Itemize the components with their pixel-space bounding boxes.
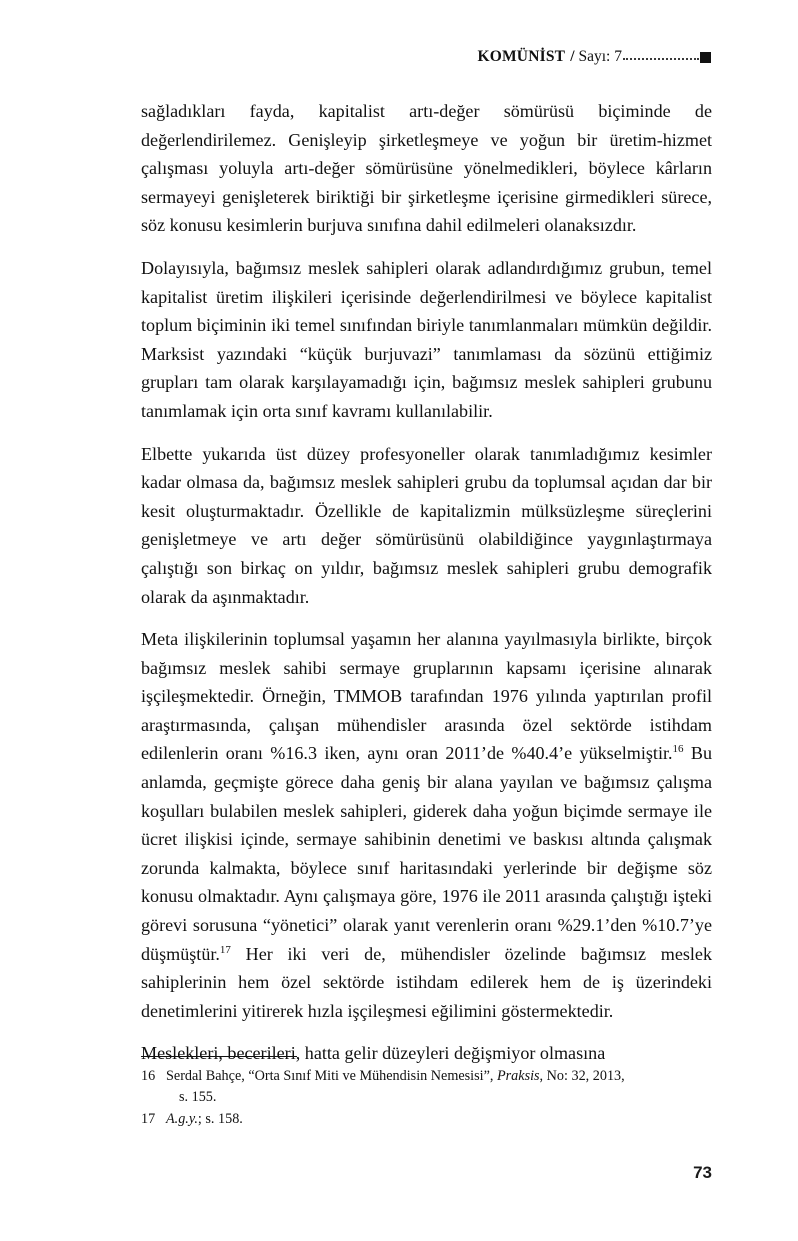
running-head-separator: /: [570, 48, 575, 65]
footnote-italic-title: A.g.y.: [166, 1111, 198, 1127]
footnote-item: [141, 1066, 712, 1107]
paragraph-with-footnote-refs: [141, 625, 712, 1025]
paragraph: Dolayısıyla, bağımsız meslek sahipleri olarak adlandırdığımız grubun, temel kapitalist üretim ilişkileri içerisinde değerlendirilmesi ve böylece kapitalist toplum biçiminin iki temel sınıfından biriyle tanımlanmaları mümkün değildir. Marksist yazındaki “küçük burjuvazi” tanımlaması da sözünü ettiğimiz grupları tam olarak karşılayamadığı için, bağımsız meslek sahipleri grubunu tanımlamak için orta sınıf kavramı kullanılabilir.: [141, 257, 712, 421]
filled-square-icon: [700, 52, 711, 63]
footnote-ref-17[interactable]: 17: [219, 943, 231, 956]
publication-title: KOMÜNİST: [477, 48, 566, 65]
paragraph-segment: Bu anlamda, geçmişte görece daha geniş bir alana yayılan ve bağımsız çalışma koşulları bulabilen meslek sahipleri, giderek daha yoğun biçimde sermaye ile ücret ilişkisi içinde, sermaye sahibinin denetimi ve baskısı altında çalışmak zorunda kalmakta, böylece sınıf haritasındaki yerlerinde bir değişme söz konusu olmaktadır. Aynı çalışmaya göre, 1976 ile 2011 arasında çalıştığı işteki görevi sorusuna “yönetici” olarak yanıt verenlerin oranı %29.1’den %10.7’ye düşmüştür.: [141, 743, 713, 964]
footnote-italic-title: Praksis: [496, 1068, 540, 1084]
footnote-continuation: s. 155.: [179, 1088, 217, 1105]
footnote-separator-rule: [141, 1056, 297, 1057]
footnote-number: 17: [141, 1111, 156, 1127]
paragraph-segment: Meta ilişkilerinin toplumsal yaşamın her alanına yayılmasıyla birlikte, birçok bağımsız meslek sahibi sermaye gruplarının kapsamı içerisine alınarak işçileşmektedir. Örneğin, TMMOB tarafından 1976 yılında yaptırılan profil araştırmasında, çalışan mühendisler arasında özel sektörde istihdam edilenlerin oranı %16.3 iken, aynı oran 2011’de %40.4’e yükselmiştir.: [141, 629, 712, 764]
footnote-number: 16: [141, 1068, 156, 1084]
paragraph: Elbette yukarıda üst düzey profesyoneller olarak tanımladığımız kesimler kadar olmasa da, bağımsız meslek sahipleri grubu da toplumsal açıdan dar bir kesit oluşturmaktadır. Özellikle de kapitalizmin mülksüzleşme süreçlerini genişletmeye ve artı değer sömürüsünü olabildiğince yaygınlaştırmaya çalıştığı son birkaç on yıldır, bağımsız meslek sahipleri grubu demografik olarak da aşınmaktadır.: [141, 443, 712, 607]
issue-label: Sayı: 7: [578, 48, 622, 65]
footnote-text-part: , No: 32, 2013,: [539, 1068, 625, 1084]
footnote-text-part: Serdal Bahçe, “Orta Sınıf Miti ve Mühendisin Nemesisi”,: [166, 1068, 497, 1084]
footnote-item: [141, 1109, 712, 1130]
footnote-text: [166, 1109, 712, 1130]
body-text-column: [141, 97, 712, 1068]
paragraph-continued-next-page: Meslekleri, becerileri, hatta gelir düzeyleri değişmiyor olmasına: [141, 1043, 606, 1064]
paragraph-segment: Her iki veri de, mühendisler özelinde bağımsız meslek sahiplerinin hem özel sektörde istihdam edilerek hem de iş üzerindeki denetimlerini yitirerek hızla işçileşmesi eğilimini göstermektedir.: [141, 943, 712, 1021]
footnote-text: [166, 1066, 712, 1107]
footnote-section: [141, 1056, 712, 1132]
footnote-ref-16[interactable]: 16: [672, 743, 684, 756]
paragraph: sağladıkları fayda, kapitalist artı-değer sömürüsü biçiminde de değerlendirilemez. Genişleyip şirketleşmeye ve yoğun bir üretim-hizmet çalışması yoluyla artı-değer sömürüsüne yönelmedikleri, böylece kârların sermayeyi genişleterek biriktiği bir şirketleşme içerisine girmedikleri sürece, söz konusu kesimlerin burjuva sınıfına dahil edilmeleri olanaksızdır.: [141, 101, 712, 236]
footnote-text-part: ; s. 158.: [197, 1111, 243, 1127]
dotted-leader-icon: [623, 50, 699, 65]
page-number: 73: [693, 1163, 712, 1182]
running-head: [141, 44, 711, 70]
